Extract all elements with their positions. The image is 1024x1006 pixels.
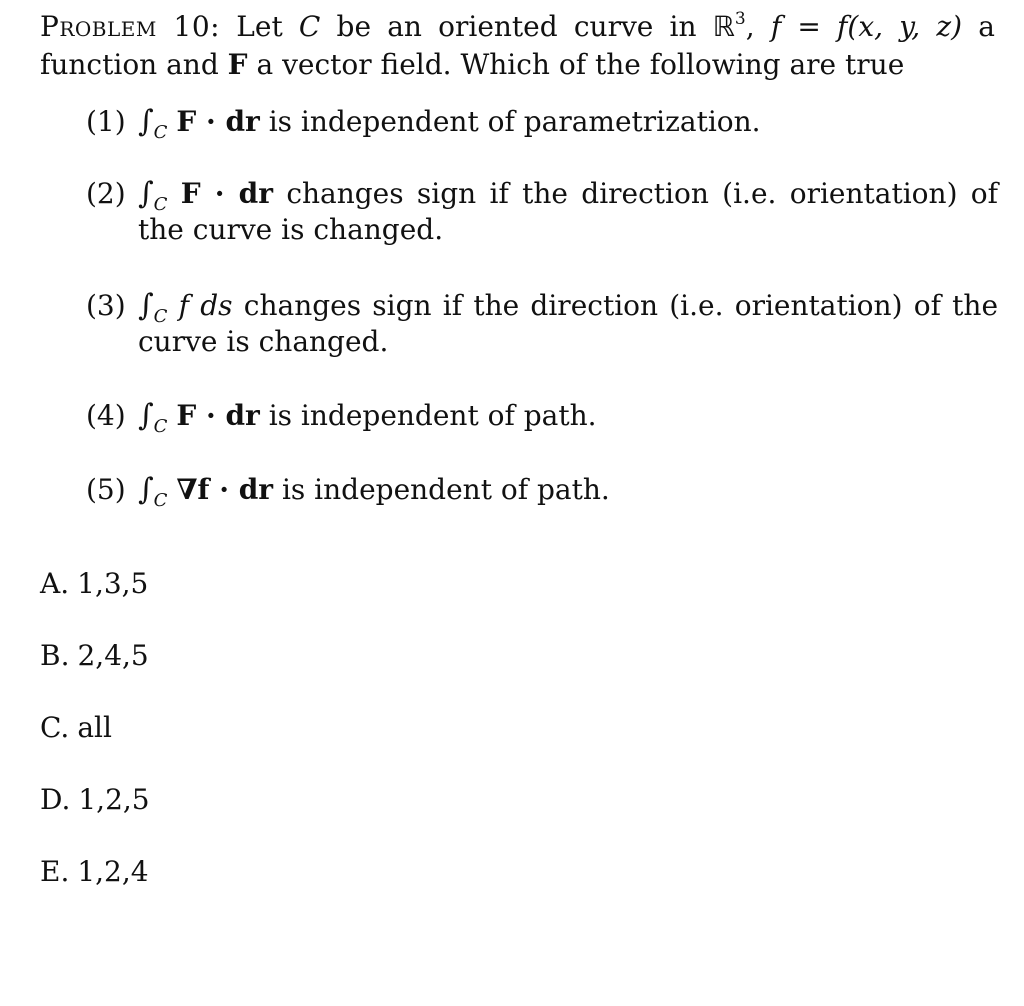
statement-number: (1): [86, 105, 126, 138]
intro-text-2: be an oriented curve in: [336, 10, 697, 43]
integrand: F · dr: [176, 105, 260, 138]
integral-subscript: C: [153, 490, 168, 511]
statement-text: changes sign if the direction (i.e. orientation) of the curve is changed.: [138, 289, 999, 358]
option-letter: A.: [40, 567, 70, 600]
answer-option-a[interactable]: [40, 566, 148, 602]
statement-text: is independent of parametrization.: [268, 105, 761, 138]
statement-text: changes sign if the direction (i.e. orientation) of the curve is changed.: [138, 177, 999, 246]
statement-body: [138, 472, 998, 511]
integral-symbol: ∫: [138, 398, 154, 433]
problem-heading: Problem 10:: [40, 10, 221, 43]
statement-2: [86, 176, 998, 248]
answer-option-e[interactable]: [40, 854, 149, 890]
integral-subscript: C: [153, 194, 168, 215]
intro-text-4: a vector field. Which of the following are true: [256, 48, 905, 81]
option-letter: E.: [40, 855, 70, 888]
problem-statement: [40, 8, 995, 84]
statement-body: [138, 176, 998, 248]
integral-symbol: ∫: [138, 288, 154, 323]
integral-subscript: C: [153, 306, 168, 327]
separator: ,: [745, 10, 755, 43]
integrand: F · dr: [180, 177, 273, 210]
statement-5: [86, 472, 998, 511]
statement-4: [86, 398, 998, 437]
statement-number: (2): [86, 177, 126, 210]
integral-subscript: C: [153, 416, 168, 437]
integral-symbol: ∫: [138, 176, 154, 211]
integral-symbol: ∫: [138, 472, 154, 507]
statement-3: [86, 288, 998, 360]
option-value: all: [77, 711, 112, 744]
statement-body: [138, 398, 998, 437]
vector-field-symbol: F: [227, 48, 248, 81]
option-letter: C.: [40, 711, 70, 744]
curve-variable: C: [298, 10, 321, 43]
function-expression: f = f(x, y, z): [770, 10, 963, 43]
statement-text: is independent of path.: [281, 473, 610, 506]
statement-body: [138, 104, 998, 143]
integrand: F · dr: [176, 399, 260, 432]
option-value: 1,3,5: [77, 567, 149, 600]
statement-1: [86, 104, 998, 143]
integrand: f ds: [178, 289, 233, 322]
answer-option-c[interactable]: [40, 710, 112, 746]
answer-option-b[interactable]: [40, 638, 149, 674]
option-letter: B.: [40, 639, 70, 672]
statement-number: (5): [86, 473, 126, 506]
option-value: 1,2,4: [77, 855, 149, 888]
statement-text: is independent of path.: [268, 399, 597, 432]
option-value: 2,4,5: [77, 639, 149, 672]
intro-text-3: a function and: [40, 10, 995, 81]
statement-number: (4): [86, 399, 126, 432]
integrand: ∇f · dr: [176, 473, 274, 506]
integral-subscript: C: [153, 122, 168, 143]
option-letter: D.: [40, 783, 71, 816]
answer-option-d[interactable]: [40, 782, 150, 818]
integral-symbol: ∫: [138, 104, 154, 139]
space-exponent: 3: [734, 9, 746, 29]
option-value: 1,2,5: [78, 783, 150, 816]
statement-number: (3): [86, 289, 126, 322]
space-symbol: ℝ: [712, 10, 735, 43]
intro-text-1: Let: [236, 10, 283, 43]
statement-body: [138, 288, 998, 360]
